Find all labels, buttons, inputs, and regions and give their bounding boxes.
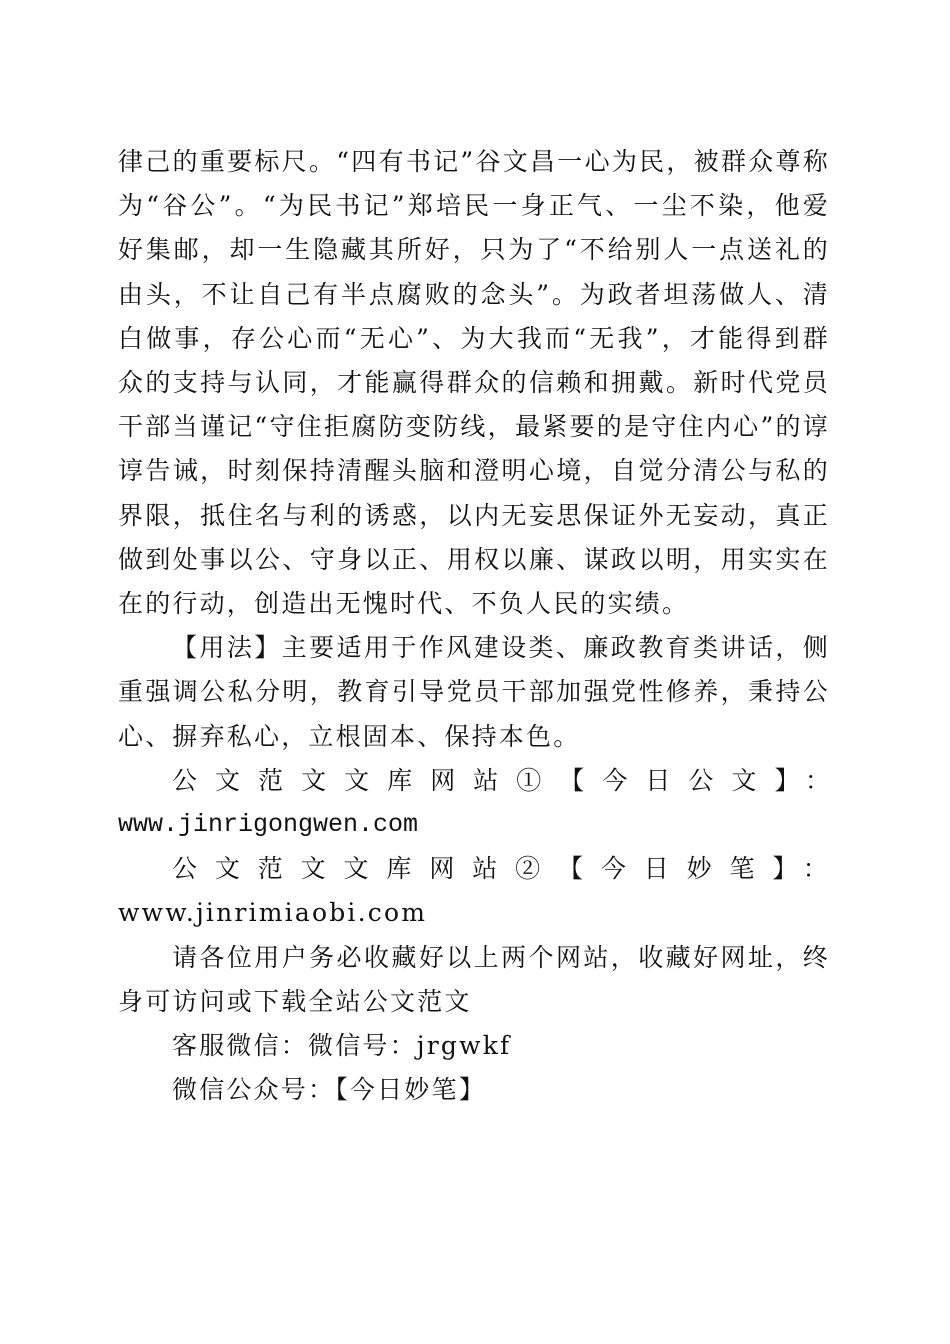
document-page [118,140,830,1112]
site2-line[interactable]: 公文范文文库网站②【今日妙笔】：www.jinrimiaobi.com [118,854,830,928]
site1-url[interactable]: www.jinrigongwen.com [118,810,419,840]
body-paragraph: 律己的重要标尺。“四有书记”谷文昌一心为民，被群众尊称为“谷公”。“为民书记”郑培民一身正气、一尘不染，他爱好集邮，却一生隐藏其所好，只为了“不给别人一点送礼的由头，不让自己有半点腐败的念头”。为政者坦荡做人、清白做事，存公心而“无心”、为大我而“无我”，才能得到群众的支持与认同，才能赢得群众的信赖和拥戴。新时代党员干部当谨记“守住拒腐防变防线，最紧要的是守住内心”的谆谆告诫，时刻保持清醒头脑和澄明心境，自觉分清公与私的界限，抵住名与利的诱惑，以内无妄思保证外无妄动，真正做到处事以公、守身以正、用权以廉、谋政以明，用实实在在的行动，创造出无愧时代、不负人民的实绩。 [118,147,830,619]
notice-paragraph: 请各位用户务必收藏好以上两个网站，收藏好网址，终身可访问或下载全站公文范文 [118,942,830,1016]
wechat-public-account: 微信公众号：【今日妙笔】 [172,1075,486,1105]
site1-label: 公文范文文库网站①【今日公文】： [172,765,830,795]
usage-paragraph: 【用法】主要适用于作风建设类、廉政教育类讲话，侧重强调公私分明，教育引导党员干部加强党性修养，秉持公心、摒弃私心，立根固本、保持本色。 [118,633,830,751]
wechat-service: 客服微信：微信号：jrgwkf [172,1031,512,1061]
